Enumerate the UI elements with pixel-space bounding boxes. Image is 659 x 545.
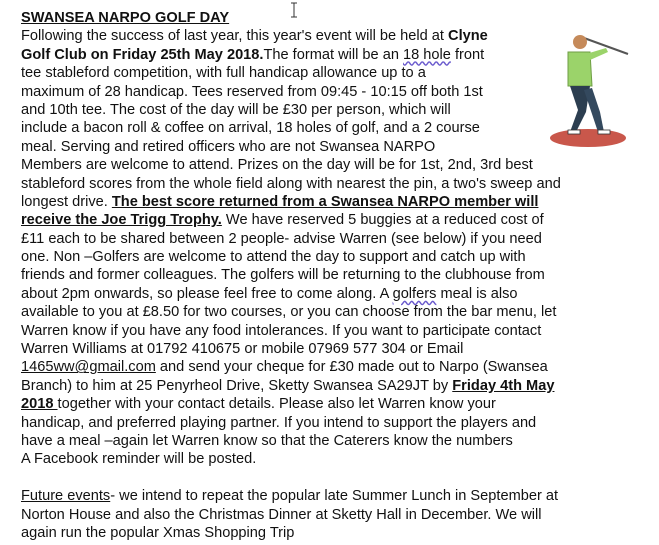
paragraph-line: have a meal –again let Warren know so that the Caterers know the numbers <box>21 432 513 449</box>
paragraph-line: Branch) to him at 25 Penyrheol Drive, Sketty Swansea SA29JT by Friday 4th May <box>21 377 555 394</box>
paragraph-line: again run the popular Xmas Shopping Trip <box>21 524 295 541</box>
spellcheck-underline: golfers <box>392 285 437 302</box>
spellcheck-underline: 18 hole <box>403 46 451 63</box>
text-cursor-icon <box>290 2 298 18</box>
paragraph-line: handicap, and preferred playing partner. If you intend to support the players and <box>21 414 537 431</box>
golfer-shoe <box>568 130 580 134</box>
ground-shadow <box>550 129 626 147</box>
deadline-date: Friday 4th May <box>452 377 555 394</box>
paragraph-line: meal. Serving and retired officers who are not Swansea NARPO <box>21 138 436 155</box>
paragraph-line: Warren know if you have any food intolerances. If you want to participate contact <box>21 322 542 339</box>
email-link[interactable]: 1465ww@gmail.com <box>21 359 156 376</box>
paragraph-gap <box>21 469 633 487</box>
golfer-clipart-icon <box>546 28 636 150</box>
trophy-highlight: receive the Joe Trigg Trophy. <box>21 212 222 229</box>
golfer-arm <box>586 48 608 60</box>
future-events-heading: Future events <box>21 488 111 505</box>
paragraph-line: Norton House and also the Christmas Dinner at Sketty Hall in December. We will <box>21 506 542 523</box>
golfer-shoe <box>598 130 610 134</box>
paragraph-line: and 10th tee. The cost of the day will be £30 per person, which will <box>21 101 451 118</box>
paragraph-line: receive the Joe Trigg Trophy. We have reserved 5 buggies at a reduced cost of <box>21 212 544 229</box>
paragraph-line: Warren Williams at 01792 410675 or mobile 07969 577 304 or Email <box>21 341 464 358</box>
paragraph-line: £11 each to be shared between 2 people- advise Warren (see below) if you need <box>21 230 542 247</box>
paragraph-line: available to you at £8.50 for two courses, or you can choose from the bar menu, let <box>21 304 557 321</box>
trophy-highlight: The best score returned from a Swansea NARPO member will <box>111 193 539 210</box>
doc-title: SWANSEA NARPO GOLF DAY <box>21 10 230 26</box>
paragraph-line: tee stableford competition, with full handicap allowance up to a <box>21 65 426 82</box>
paragraph-line: include a bacon roll & coffee on arrival, 18 holes of golf, and a 2 course <box>21 120 480 137</box>
paragraph-line: 1465ww@gmail.com and send your cheque for £30 made out to Narpo (Swansea <box>21 359 548 376</box>
paragraph-line: Following the success of last year, this year's event will be held at Clyne <box>21 28 488 45</box>
paragraph-line: A Facebook reminder will be posted. <box>21 451 257 468</box>
paragraph-line: Members are welcome to attend. Prizes on the day will be for 1st, 2nd, 3rd best <box>21 157 533 174</box>
golfer-head <box>573 35 587 49</box>
paragraph-line: Future events- we intend to repeat the popular late Summer Lunch in September at <box>21 488 559 505</box>
paragraph-line: friends and former colleagues. The golfers will be returning to the clubhouse from <box>21 267 545 284</box>
paragraph-line: Golf Club on Friday 25th May 2018.The format will be an 18 hole front <box>21 46 485 63</box>
paragraph-line: about 2pm onwards, so please feel free to come along. A golfers meal is also <box>21 285 518 302</box>
paragraph-line: one. Non –Golfers are welcome to attend the day to support and catch up with <box>21 249 526 266</box>
deadline-date: 2018 <box>21 396 58 413</box>
paragraph-line: longest drive. The best score returned from a Swansea NARPO member will <box>21 193 539 210</box>
golfer-leg <box>584 88 604 132</box>
paragraph-line: stableford scores from the whole field along with nearest the pin, a two's sweep and <box>21 175 561 192</box>
paragraph-line: 2018 together with your contact details. Please also let Warren know your <box>21 396 496 413</box>
paragraph-line: maximum of 28 handicap. Tees reserved from 09:45 - 10:15 off both 1st <box>21 83 483 100</box>
document-body <box>21 9 633 542</box>
